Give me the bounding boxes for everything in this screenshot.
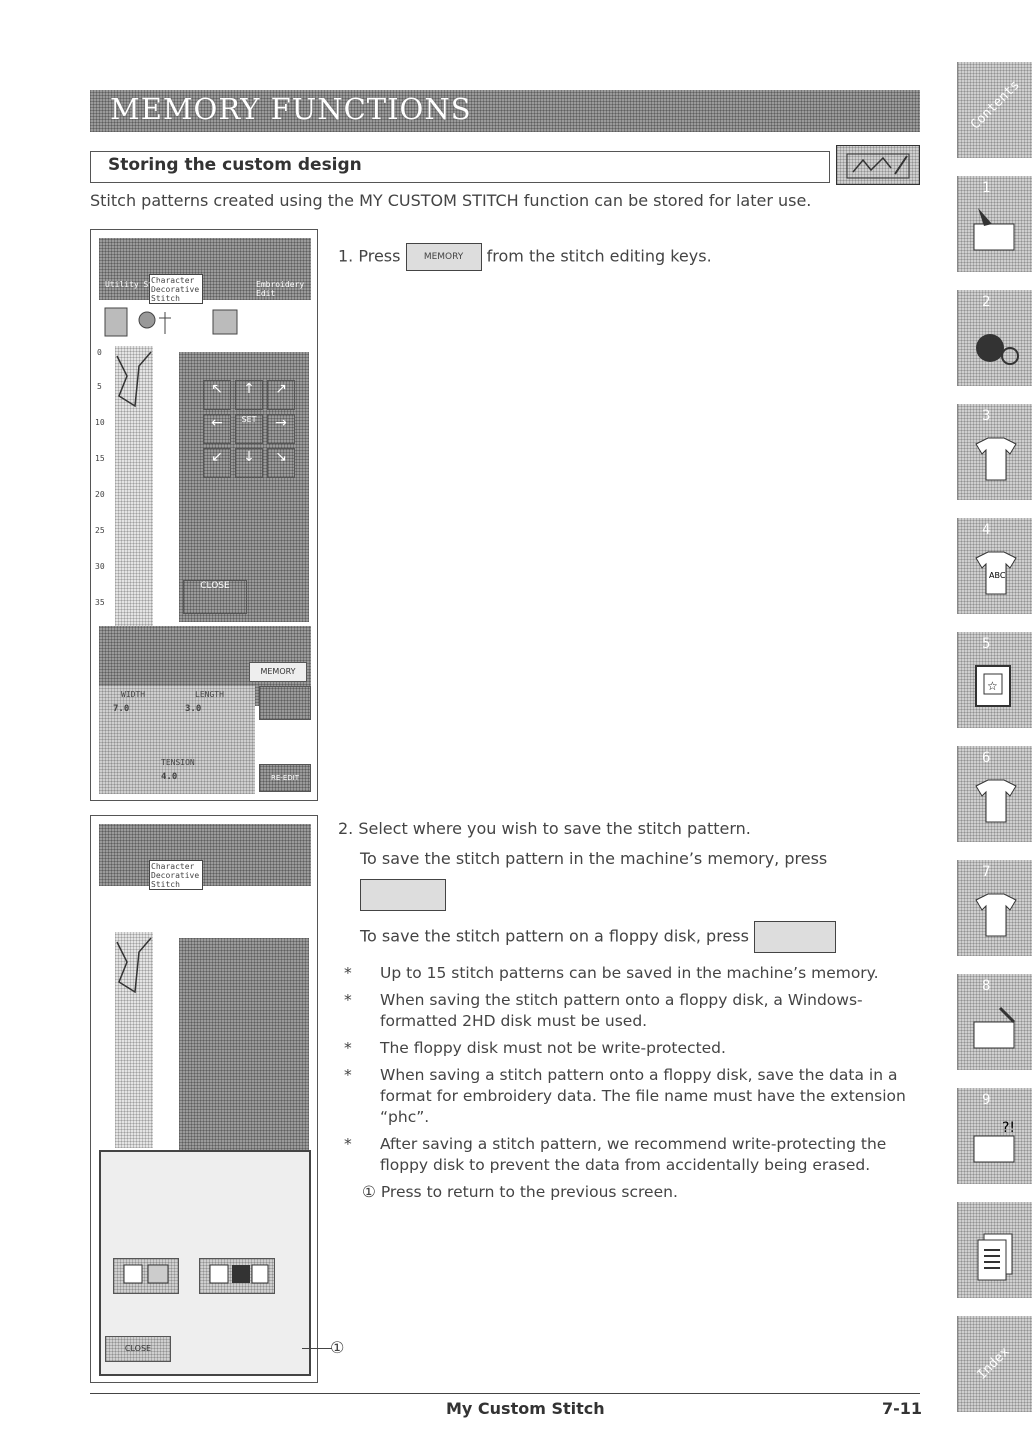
side-tab-label: 1 (982, 180, 991, 196)
side-tab-3[interactable] (957, 404, 1032, 500)
svg-text:ABC: ABC (989, 571, 1006, 580)
footer-title: My Custom Stitch (446, 1399, 605, 1418)
side-tab-index[interactable] (957, 1316, 1032, 1412)
floppy-save-key-image (754, 921, 836, 953)
side-tab-5[interactable] (957, 632, 1032, 728)
step-text: Press (358, 246, 401, 266)
note-item: When saving a stitch pattern onto a floppy disk, save the data in a format for embroidery data. The file name must have the extension “phc”. (380, 1066, 906, 1126)
width-value: 7.0 (113, 704, 130, 714)
callout-marker: ① (330, 1338, 345, 1357)
sewing-machine-icon (970, 204, 1022, 258)
stitch-preview (115, 932, 153, 1148)
side-tab-appendix[interactable] (957, 1202, 1032, 1298)
ruler-tick: 10 (95, 418, 105, 427)
callout-leader (302, 1348, 332, 1349)
width-label: WIDTH (121, 690, 146, 699)
side-tab-label: 3 (982, 408, 991, 424)
custom-stitch-icon (836, 145, 920, 185)
close-button[interactable]: CLOSE (183, 580, 247, 614)
embroidery-frame-icon (970, 660, 1022, 714)
ruler-tick: 0 (97, 348, 102, 357)
memory-key-image: MEMORY (406, 243, 482, 271)
side-tab-2[interactable] (957, 290, 1032, 386)
memory-save-key-image (360, 879, 446, 911)
arrow-down-left-button[interactable]: ↙ (203, 448, 231, 478)
arrow-down-button[interactable]: ↓ (235, 448, 263, 478)
tab-label: Embroidery Edit (256, 280, 305, 298)
intro-text: Stitch patterns created using the MY CUSTOM STITCH function can be stored for later use. (90, 191, 812, 210)
step-1 (338, 243, 898, 271)
foot-icons (99, 304, 311, 340)
tab-label: Character Decorative Stitch (151, 276, 200, 303)
side-tab-label: 2 (982, 294, 991, 310)
step-text: To save the stitch pattern on a floppy disk, press (360, 926, 749, 946)
maintenance-icon (970, 1002, 1022, 1056)
troubleshooting-icon (970, 1116, 1022, 1170)
side-tab-label: 7 (982, 864, 991, 880)
side-tab-label: 4 (982, 522, 991, 538)
side-tab-1[interactable] (957, 176, 1032, 272)
arrow-left-button[interactable]: ← (203, 414, 231, 444)
ruler-tick: 30 (95, 562, 105, 571)
screen-image-2 (90, 815, 318, 1383)
side-button[interactable] (259, 686, 311, 720)
side-tab-label: 5 (982, 636, 991, 652)
custom-shirt-icon (970, 888, 1022, 942)
tab-label: Character Decorative Stitch (151, 862, 200, 889)
arrow-down-right-button[interactable]: ↘ (267, 448, 295, 478)
callout-marker: ① (362, 1183, 376, 1201)
side-tab-label: Contents (968, 77, 1023, 133)
note-item: When saving the stitch pattern onto a floppy disk, a Windows-formatted 2HD disk must be used. (380, 991, 863, 1030)
side-tab-8[interactable] (957, 974, 1032, 1070)
svg-text:☆: ☆ (987, 679, 998, 693)
note-item: Up to 15 stitch patterns can be saved in the machine’s memory. (380, 964, 879, 982)
length-label: LENGTH (195, 690, 224, 699)
side-tab-label: Index (974, 1344, 1013, 1383)
shirt-icon (970, 432, 1022, 486)
mode-tabs (99, 824, 311, 886)
cursor-pad (179, 938, 309, 1158)
side-tab-label: 6 (982, 750, 991, 766)
arrow-up-button[interactable]: ↑ (235, 380, 263, 410)
tension-value: 4.0 (161, 772, 178, 782)
callout-text: Press to return to the previous screen. (380, 1183, 678, 1201)
decorated-shirt-icon (970, 774, 1022, 828)
floppy-disk-button[interactable] (199, 1258, 275, 1294)
screen-image-1 (90, 229, 318, 801)
ruler-tick: 25 (95, 526, 105, 535)
side-tab-7[interactable] (957, 860, 1032, 956)
length-value: 3.0 (185, 704, 202, 714)
documents-icon (970, 1230, 1022, 1284)
section-title: Storing the custom design (108, 155, 362, 175)
step-text: from the stitch editing keys. (486, 246, 712, 266)
ruler-tick: 15 (95, 454, 105, 463)
side-tab-contents[interactable] (957, 62, 1032, 158)
side-tab-label: 9 (982, 1092, 991, 1108)
tab-label: Utility Stitch (105, 280, 173, 289)
arrow-up-right-button[interactable]: ↗ (267, 380, 295, 410)
note-item: After saving a stitch pattern, we recommend write-protecting the floppy disk to prevent the data from accidentally being erased. (380, 1135, 887, 1174)
memory-button[interactable]: MEMORY (249, 662, 307, 682)
tension-label: TENSION (161, 758, 195, 767)
close-button[interactable]: CLOSE (105, 1336, 171, 1362)
ruler-tick: 5 (97, 382, 102, 391)
step-number: 2. (338, 819, 354, 838)
arrow-up-left-button[interactable]: ↖ (203, 380, 231, 410)
thread-spool-icon (970, 318, 1022, 372)
side-tab-label: 8 (982, 978, 991, 994)
side-tab-9[interactable] (957, 1088, 1032, 1184)
ruler-tick: 20 (95, 490, 105, 499)
note-item: The floppy disk must not be write-protected. (380, 1039, 726, 1057)
side-tab-6[interactable] (957, 746, 1032, 842)
machine-memory-button[interactable] (113, 1258, 179, 1294)
footer-divider (90, 1393, 920, 1394)
step-number: 1. (338, 246, 354, 266)
page-number: 7-11 (882, 1399, 923, 1418)
step-text: Select where you wish to save the stitch pattern. (358, 819, 751, 838)
arrow-right-button[interactable]: → (267, 414, 295, 444)
step-2: 2. Select where you wish to save the stitch pattern. To save the stitch pattern in the machine’s memory, press To save the stitch pattern on a floppy disk, press * Up to 15 stitch patterns can be saved in the machine’s memory. * When saving the stitch pattern onto a floppy disk, a Windows-formatted 2HD disk must be used. * The floppy disk must not be write-protected. * When saving a stitch pattern onto a floppy disk, save the data in a format for embroidery data. The file name must have the extension “phc”. * After saving a stitch pattern, we recommend write-protecting the floppy disk to prevent the data from accidentally being erased. ① Press to return to the previous screen. (338, 817, 922, 1203)
page-title: MEMORY FUNCTIONS (110, 92, 472, 126)
svg-text:?!: ?! (1002, 1120, 1016, 1136)
set-button[interactable]: SET (235, 414, 263, 444)
step-text: To save the stitch pattern in the machine’s memory, press (360, 849, 828, 868)
reedit-button[interactable]: RE-EDIT (259, 764, 311, 792)
embroidered-shirt-icon (970, 546, 1022, 600)
side-tab-4[interactable] (957, 518, 1032, 614)
ruler-tick: 35 (95, 598, 105, 607)
